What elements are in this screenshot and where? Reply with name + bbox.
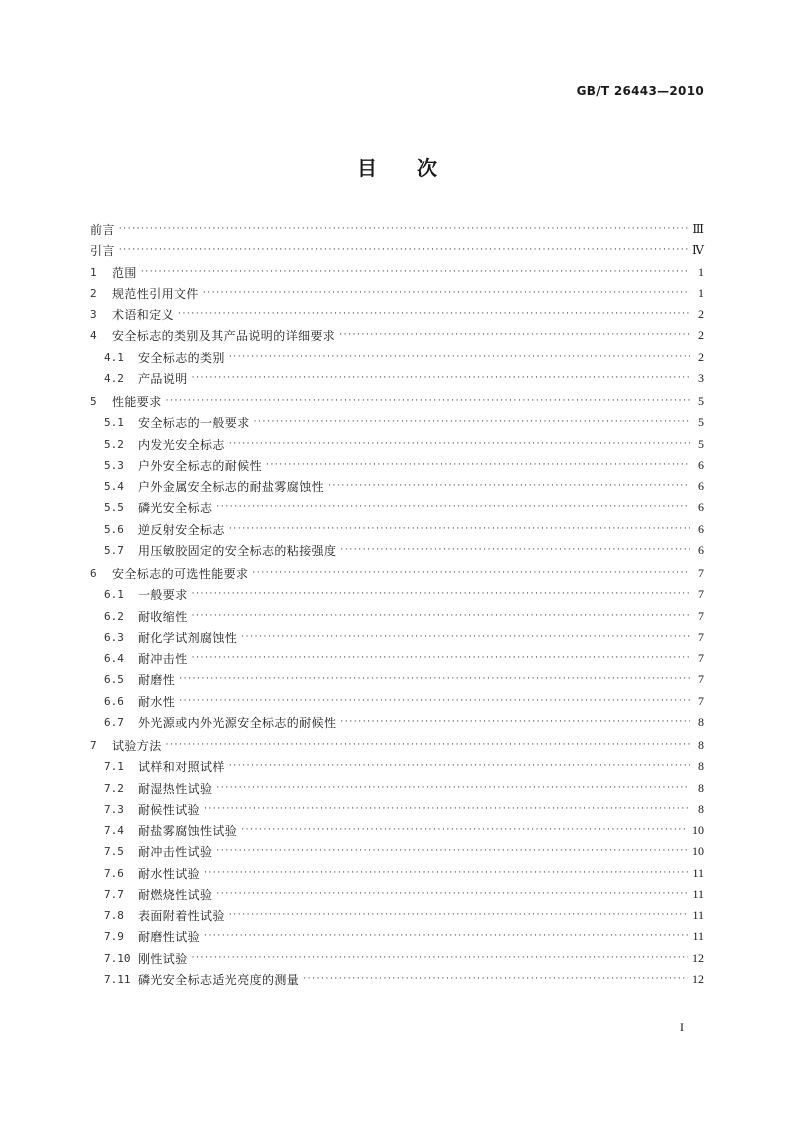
toc-entry[interactable]: [90, 540, 704, 561]
toc-dot-leader: [229, 353, 690, 362]
toc-entry-number: 6: [90, 567, 97, 581]
toc-entry-number: 6.5: [104, 673, 124, 687]
toc-entry[interactable]: [90, 926, 704, 947]
toc-entry[interactable]: [90, 434, 704, 455]
toc-entry-label: 前言: [90, 223, 115, 238]
toc-entry-label: 磷光安全标志: [138, 501, 213, 516]
toc-entry-number: 7.1: [104, 760, 124, 774]
toc-entry-page: 6: [698, 479, 704, 494]
table-of-contents: [90, 219, 704, 990]
toc-entry-label: 范围: [112, 265, 137, 280]
toc-entry[interactable]: [90, 606, 704, 627]
toc-entry-label: 耐盐雾腐蚀性试验: [138, 824, 238, 839]
toc-entry-page: 3: [698, 370, 704, 385]
toc-dot-leader: [254, 418, 690, 427]
toc-entry[interactable]: [90, 391, 704, 412]
toc-dot-leader: [204, 932, 688, 941]
toc-entry-page: 6: [698, 542, 704, 557]
toc-dot-leader: [192, 590, 690, 599]
toc-entry-label: 安全标志的可选性能要求: [112, 567, 249, 582]
toc-dot-leader: [339, 331, 690, 340]
toc-entry-label: 表面附着性试验: [138, 909, 225, 924]
toc-dot-leader: [229, 440, 690, 449]
toc-entry-label: 术语和定义: [112, 308, 175, 323]
toc-dot-leader: [241, 826, 688, 835]
toc-entry-page: 7: [698, 693, 704, 708]
toc-entry[interactable]: [90, 648, 704, 669]
toc-entry-page: 2: [698, 328, 704, 343]
toc-entry[interactable]: [90, 778, 704, 799]
toc-entry-label: 耐磨性试验: [138, 930, 201, 945]
toc-entry-number: 4.2: [104, 371, 124, 385]
toc-dot-leader: [192, 612, 690, 621]
toc-entry[interactable]: [90, 969, 704, 990]
toc-entry[interactable]: [90, 262, 704, 283]
toc-entry-page: 10: [692, 844, 704, 859]
toc-dot-leader: [216, 847, 688, 856]
toc-dot-leader: [204, 869, 688, 878]
toc-entry-page: 8: [698, 738, 704, 753]
toc-entry-page: 6: [698, 521, 704, 536]
toc-entry-page: 2: [698, 307, 704, 322]
toc-entry-number: 5.6: [104, 522, 124, 536]
toc-entry[interactable]: [90, 219, 704, 240]
toc-entry-number: 6.3: [104, 630, 124, 644]
toc-entry-number: 6.1: [104, 588, 124, 602]
toc-entry-page: 11: [692, 908, 704, 923]
toc-entry-label: 刚性试验: [138, 951, 188, 966]
toc-dot-leader: [119, 246, 688, 255]
toc-entry[interactable]: [90, 368, 704, 389]
toc-entry-label: 耐水性: [138, 694, 176, 709]
toc-entry-page: Ⅲ: [692, 222, 704, 237]
toc-entry-label: 耐候性试验: [138, 802, 201, 817]
toc-entry[interactable]: [90, 669, 704, 690]
toc-entry-number: 7.7: [104, 887, 124, 901]
title-char-2: 次: [417, 156, 437, 180]
toc-entry-page: 11: [692, 886, 704, 901]
toc-entry-page: 8: [698, 714, 704, 729]
toc-dot-leader: [204, 805, 690, 814]
toc-entry-page: 5: [698, 436, 704, 451]
toc-entry-number: 5.2: [104, 437, 124, 451]
toc-entry-number: 3: [90, 308, 97, 322]
toc-entry-number: 5.5: [104, 501, 124, 515]
toc-dot-leader: [141, 268, 690, 277]
toc-entry-number: 7.11: [104, 972, 131, 986]
toc-entry[interactable]: [90, 756, 704, 777]
toc-entry[interactable]: [90, 563, 704, 584]
toc-entry-label: 安全标志的一般要求: [138, 416, 250, 431]
toc-entry-number: 6.4: [104, 652, 124, 666]
toc-entry-number: 7.3: [104, 802, 124, 816]
toc-dot-leader: [303, 975, 688, 984]
toc-entry-label: 产品说明: [138, 371, 188, 386]
toc-entry-number: 2: [90, 286, 97, 300]
toc-entry-label: 耐化学试剂腐蚀性: [138, 630, 238, 645]
toc-entry[interactable]: [90, 584, 704, 605]
page-title: [0, 152, 794, 181]
toc-entry-label: 户外安全标志的耐候性: [138, 458, 263, 473]
toc-entry[interactable]: [90, 712, 704, 733]
toc-dot-leader: [192, 374, 690, 383]
toc-entry-number: 5.3: [104, 458, 124, 472]
toc-entry[interactable]: [90, 283, 704, 304]
toc-entry-number: 6.2: [104, 609, 124, 623]
toc-entry[interactable]: [90, 240, 704, 261]
toc-entry[interactable]: [90, 455, 704, 476]
toc-entry-number: 7.10: [104, 951, 131, 965]
toc-entry-label: 耐湿热性试验: [138, 781, 213, 796]
toc-entry[interactable]: [90, 948, 704, 969]
toc-entry-label: 用压敏胶固定的安全标志的粘接强度: [138, 543, 337, 558]
toc-entry-page: 1: [698, 285, 704, 300]
toc-entry[interactable]: [90, 905, 704, 926]
title-char-1: 目: [357, 156, 377, 180]
toc-entry-label: 耐磨性: [138, 673, 176, 688]
toc-entry-page: 5: [698, 394, 704, 409]
toc-entry-page: 7: [698, 566, 704, 581]
toc-dot-leader: [340, 546, 690, 555]
toc-entry-page: 1: [698, 264, 704, 279]
toc-entry-number: 5.7: [104, 543, 124, 557]
toc-entry[interactable]: [90, 735, 704, 756]
toc-dot-leader: [166, 741, 690, 750]
toc-entry-page: 5: [698, 415, 704, 430]
toc-dot-leader: [252, 569, 690, 578]
toc-dot-leader: [229, 525, 690, 534]
toc-dot-leader: [192, 654, 690, 663]
toc-entry-number: 7.2: [104, 781, 124, 795]
standard-code: GB/T 26443—2010: [576, 84, 704, 98]
toc-entry-label: 户外金属安全标志的耐盐雾腐蚀性: [138, 480, 325, 495]
toc-entry-label: 耐收缩性: [138, 609, 188, 624]
toc-entry[interactable]: [90, 884, 704, 905]
toc-entry-label: 试样和对照试样: [138, 760, 225, 775]
toc-entry[interactable]: [90, 841, 704, 862]
toc-entry-page: 8: [698, 780, 704, 795]
toc-dot-leader: [328, 482, 690, 491]
toc-entry-number: 7.4: [104, 824, 124, 838]
toc-entry-page: 11: [692, 865, 704, 880]
toc-entry-number: 7: [90, 739, 97, 753]
toc-entry-number: 7.6: [104, 866, 124, 880]
toc-dot-leader: [178, 310, 690, 319]
toc-dot-leader: [229, 762, 690, 771]
toc-entry[interactable]: [90, 476, 704, 497]
toc-entry[interactable]: [90, 691, 704, 712]
toc-entry-page: 8: [698, 801, 704, 816]
toc-entry-number: 4.1: [104, 350, 124, 364]
toc-entry[interactable]: [90, 304, 704, 325]
toc-entry[interactable]: [90, 863, 704, 884]
toc-entry-number: 7.9: [104, 930, 124, 944]
toc-entry-label: 耐燃烧性试验: [138, 887, 213, 902]
toc-dot-leader: [203, 289, 690, 298]
toc-entry[interactable]: [90, 347, 704, 368]
toc-entry-label: 耐冲击性: [138, 652, 188, 667]
toc-entry-label: 耐冲击性试验: [138, 845, 213, 860]
toc-entry-page: 12: [692, 971, 704, 986]
toc-entry-page: 10: [692, 823, 704, 838]
toc-dot-leader: [179, 675, 690, 684]
toc-dot-leader: [166, 397, 690, 406]
toc-entry-page: 7: [698, 608, 704, 623]
toc-entry[interactable]: [90, 325, 704, 346]
toc-entry-page: 7: [698, 651, 704, 666]
toc-dot-leader: [340, 718, 690, 727]
toc-entry-page: 7: [698, 629, 704, 644]
toc-dot-leader: [241, 633, 690, 642]
toc-entry-number: 6.6: [104, 694, 124, 708]
toc-entry-page: 7: [698, 672, 704, 687]
toc-entry-number: 7.8: [104, 909, 124, 923]
toc-entry-label: 规范性引用文件: [112, 286, 199, 301]
toc-entry-page: 12: [692, 950, 704, 965]
toc-entry-number: 1: [90, 265, 97, 279]
toc-entry-number: 4: [90, 329, 97, 343]
toc-entry-number: 5.1: [104, 416, 124, 430]
toc-dot-leader: [119, 225, 689, 234]
toc-entry-page: 2: [698, 349, 704, 364]
toc-entry[interactable]: [90, 820, 704, 841]
toc-entry-label: 一般要求: [138, 588, 188, 603]
toc-dot-leader: [266, 461, 690, 470]
toc-entry-page: 7: [698, 587, 704, 602]
toc-entry-label: 内发光安全标志: [138, 437, 225, 452]
toc-dot-leader: [216, 503, 690, 512]
toc-entry[interactable]: [90, 412, 704, 433]
toc-entry-label: 外光源或内外光源安全标志的耐候性: [138, 715, 337, 730]
toc-dot-leader: [179, 697, 690, 706]
toc-entry-number: 5.4: [104, 480, 124, 494]
toc-entry-number: 6.7: [104, 715, 124, 729]
toc-entry-page: 11: [692, 929, 704, 944]
toc-entry-label: 引言: [90, 244, 115, 259]
toc-entry-page: 6: [698, 457, 704, 472]
toc-entry[interactable]: [90, 627, 704, 648]
toc-entry-label: 试验方法: [112, 739, 162, 754]
toc-entry-number: 7.5: [104, 845, 124, 859]
toc-entry-page: 6: [698, 500, 704, 515]
toc-entry[interactable]: [90, 799, 704, 820]
toc-dot-leader: [192, 954, 688, 963]
toc-dot-leader: [216, 890, 688, 899]
toc-entry-label: 逆反射安全标志: [138, 522, 225, 537]
toc-entry-page: Ⅳ: [692, 243, 704, 258]
toc-entry-number: 5: [90, 395, 97, 409]
toc-dot-leader: [216, 784, 690, 793]
toc-entry-label: 耐水性试验: [138, 866, 201, 881]
toc-entry[interactable]: [90, 497, 704, 518]
toc-entry-label: 安全标志的类别及其产品说明的详细要求: [112, 329, 336, 344]
toc-entry-page: 8: [698, 759, 704, 774]
toc-entry[interactable]: [90, 519, 704, 540]
toc-entry-label: 磷光安全标志适光亮度的测量: [138, 972, 300, 987]
toc-entry-label: 安全标志的类别: [138, 350, 225, 365]
toc-entry-label: 性能要求: [112, 395, 162, 410]
page-number: I: [680, 1020, 684, 1034]
toc-dot-leader: [229, 911, 689, 920]
